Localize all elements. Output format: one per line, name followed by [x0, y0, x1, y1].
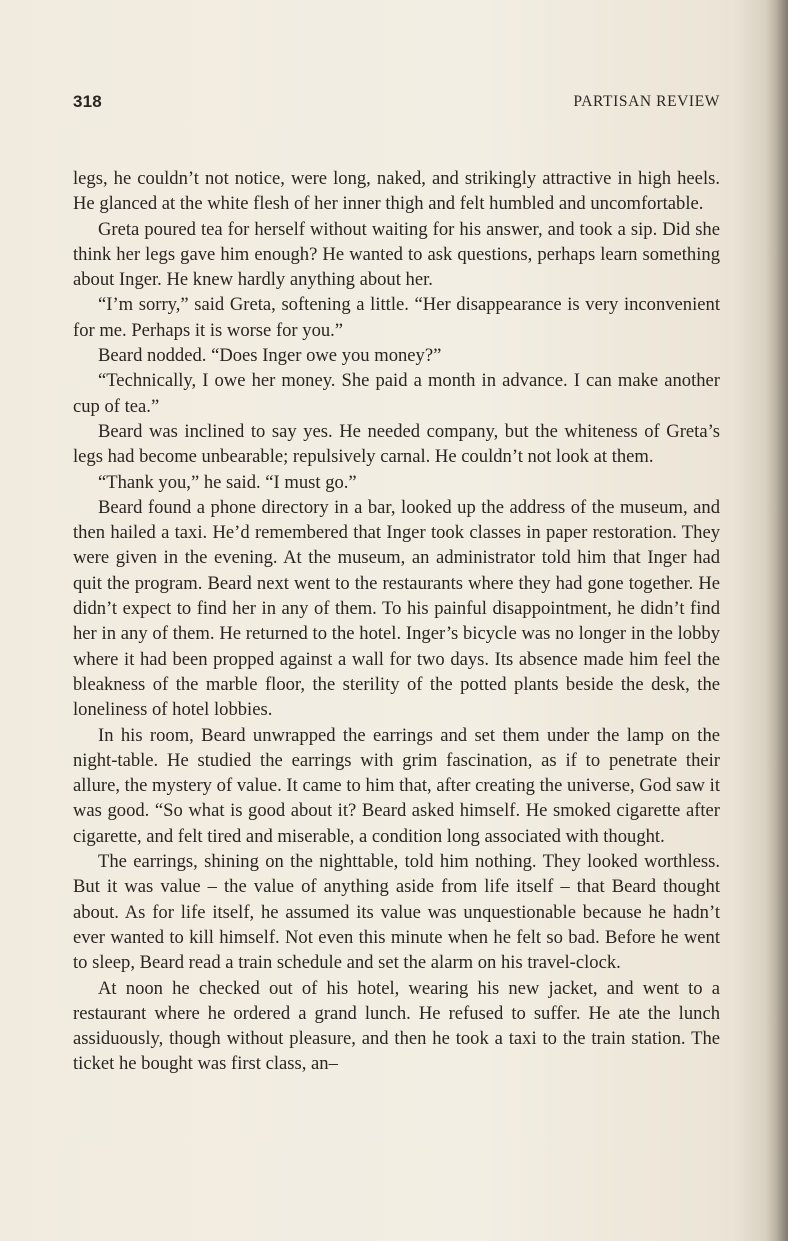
page-binding-shadow: [766, 0, 788, 1241]
paragraph: The earrings, shining on the nighttable, told him nothing. They looked worthless. But it was value – the value of anything aside from life itself – that Beard thought about. As for life itself, he assumed its value was unquestionable because he hadn’t ever wanted to kill himself. Not even this minute when he felt so bad. Before he went to sleep, Beard read a train schedule and set the alarm on his travel-clock.: [73, 851, 720, 974]
paragraph: Greta poured tea for herself without waiting for his answer, and took a sip. Did she think her legs gave him enough? He wanted to ask questions, perhaps learn something about Inger. He knew hardly anything about her.: [73, 218, 720, 291]
paragraph: legs, he couldn’t not notice, were long, naked, and strikingly attractive in high heels. He glanced at the white flesh of her inner thigh and felt humbled and uncomfortable.: [73, 168, 720, 215]
paragraph: Beard was inclined to say yes. He needed company, but the whiteness of Greta’s legs had become unbearable; repulsively carnal. He couldn’t not look at them.: [73, 420, 720, 468]
paragraph: “Thank you,” he said. “I must go.”: [98, 471, 357, 493]
page-header: [73, 92, 720, 118]
paragraph: Beard nodded. “Does Inger owe you money?”: [98, 345, 442, 367]
paragraph: “Technically, I owe her money. She paid a month in advance. I can make another cup of tea.”: [73, 370, 720, 417]
paragraph: “I’m sorry,” said Greta, softening a little. “Her disappearance is very inconvenient for me. Perhaps it is worse for you.”: [73, 294, 720, 341]
running-head: PARTISAN REVIEW: [573, 93, 720, 110]
paragraph: In his room, Beard unwrapped the earrings and set them under the lamp on the night-table. He studied the earrings with grim fascination, as if to penetrate their allure, the mystery of value. It came to him that, after creating the universe, God saw it was good. “So what is good about it? Beard asked himself. He smoked cigarette after cigarette, and felt tired and miserable, a condition long associated with thought.: [73, 724, 720, 847]
body-text: [73, 166, 720, 1077]
page-number: 318: [73, 92, 102, 111]
paragraph: At noon he checked out of his hotel, wearing his new jacket, and went to a restaurant where he ordered a grand lunch. He refused to suffer. He ate the lunch assiduously, though without pleasure, and then he took a taxi to the train station. The ticket he bought was first class, an–: [73, 977, 720, 1075]
paragraph: Beard found a phone directory in a bar, looked up the address of the museum, and then hailed a taxi. He’d remembered that Inger took classes in paper restoration. They were given in the evening. At the museum, an administrator told him that Inger had quit the program. Beard next went to the restaurants where they had gone together. He didn’t expect to find her in any of them. To his painful disappointment, he didn’t find her in any of them. He returned to the hotel. Inger’s bicycle was no longer in the lobby where it had been propped against a wall for two days. Its absence made him feel the bleakness of the marble floor, the sterility of the potted plants beside the desk, the loneliness of hotel lobbies.: [73, 496, 720, 721]
